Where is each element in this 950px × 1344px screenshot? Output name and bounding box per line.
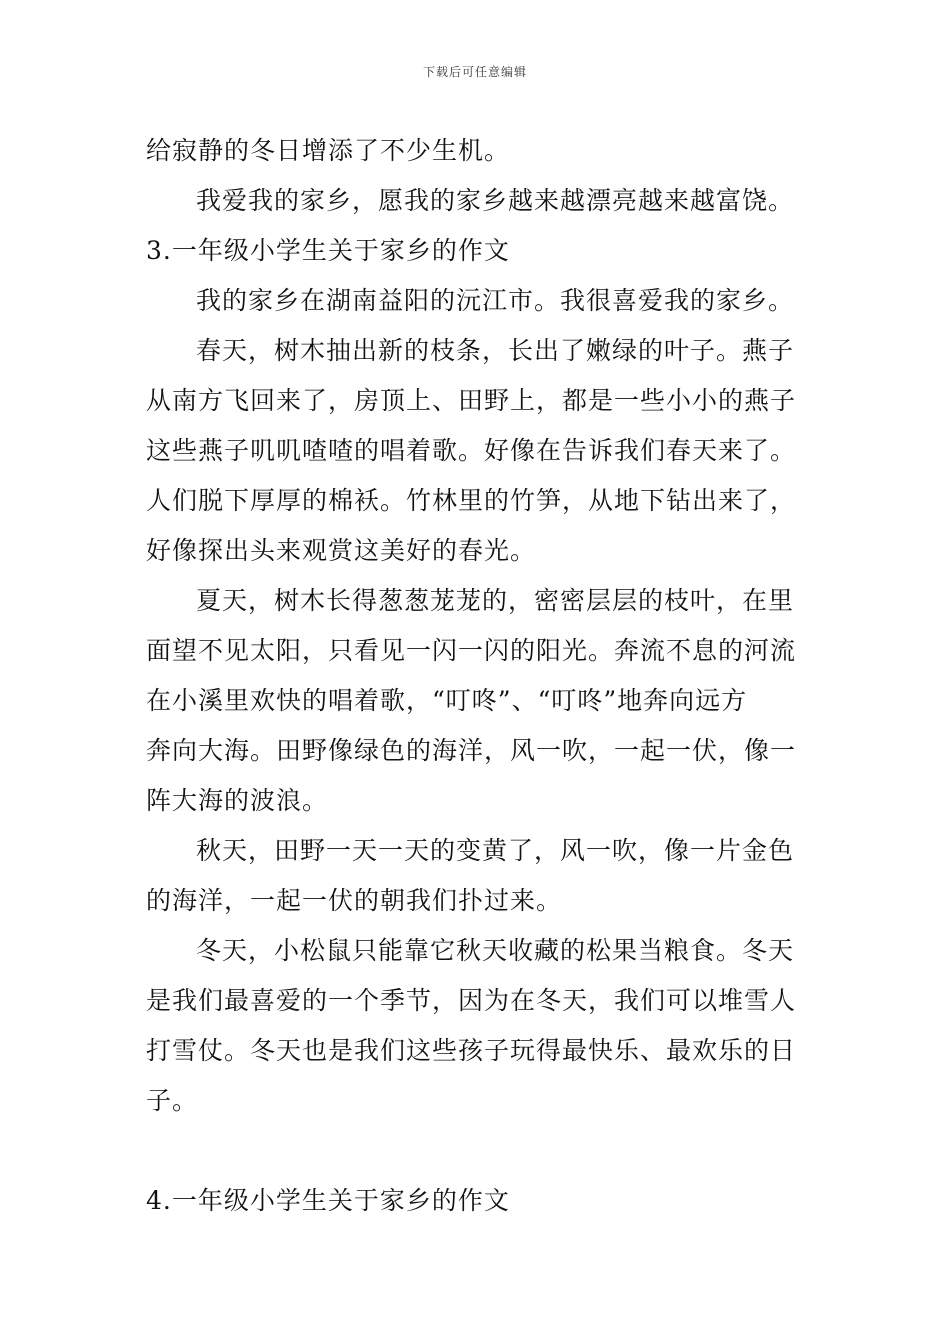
text-line: 好像探出头来观赏这美好的春光。 xyxy=(146,536,537,565)
text-line: 人们脱下厚厚的棉袄。竹林里的竹笋，从地下钻出来了， xyxy=(146,486,797,515)
text-line: 秋天，田野一天一天的变黄了，风一吹，像一片金色 xyxy=(196,836,795,865)
text-line: 阵大海的波浪。 xyxy=(146,786,329,815)
text-line: 我爱我的家乡，愿我的家乡越来越漂亮越来越富饶。 xyxy=(196,186,795,215)
text-line: 给寂静的冬日增添了不少生机。 xyxy=(146,136,511,165)
page-header: 下载后可任意编辑 xyxy=(422,65,527,79)
text-line: 是我们最喜爱的一个季节，因为在冬天，我们可以堆雪人 xyxy=(146,986,797,1015)
text-line: 打雪仗。冬天也是我们这些孩子玩得最快乐、最欢乐的日 xyxy=(146,1036,797,1065)
text-line: 在小溪里欢快的唱着歌，“叮咚”、“叮咚”地奔向远方 xyxy=(146,686,748,715)
text-line: 奔向大海。田野像绿色的海洋，风一吹，一起一伏，像一 xyxy=(146,736,797,765)
text-line: 从南方飞回来了，房顶上、田野上，都是一些小小的燕子 xyxy=(146,386,797,415)
section-heading: 3.一年级小学生关于家乡的作文 xyxy=(146,236,510,265)
text-line: 夏天，树木长得葱葱茏茏的，密密层层的枝叶，在里 xyxy=(196,586,795,615)
text-line: 我的家乡在湖南益阳的沅江市。我很喜爱我的家乡。 xyxy=(196,286,795,315)
text-line: 春天，树木抽出新的枝条，长出了嫩绿的叶子。燕子 xyxy=(196,336,795,365)
blank-line xyxy=(146,1126,810,1176)
text-line: 面望不见太阳，只看见一闪一闪的阳光。奔流不息的河流 xyxy=(146,636,797,665)
section-heading: 4.一年级小学生关于家乡的作文 xyxy=(146,1186,510,1215)
text-line: 这些燕子叽叽喳喳的唱着歌。好像在告诉我们春天来了。 xyxy=(146,436,797,465)
text-line: 的海洋，一起一伏的朝我们扑过来。 xyxy=(146,886,563,915)
text-line: 子。 xyxy=(146,1086,199,1115)
text-line: 冬天，小松鼠只能靠它秋天收藏的松果当粮食。冬天 xyxy=(196,936,795,965)
document-body xyxy=(146,126,810,1226)
